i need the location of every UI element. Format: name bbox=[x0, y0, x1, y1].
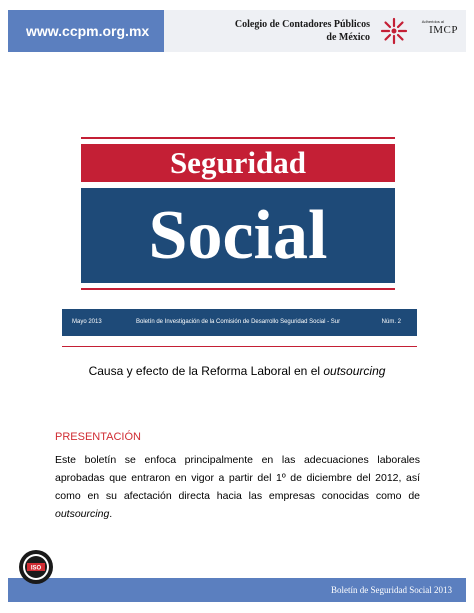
masthead-blue-band bbox=[81, 188, 395, 283]
paragraph-text: Este boletín se enfoca principalmente en las adecuaciones laborales aprobadas que entraron en vigor a partir del 1º de diciembre del 2012, así como en su afectación directa hacia las empresas conocidas como de bbox=[55, 454, 420, 502]
org-name bbox=[235, 18, 370, 44]
masthead-top-rule bbox=[81, 137, 395, 139]
bulletin-title: Boletín de Investigación de la Comisión de Desarrollo Seguridad Social - Sur bbox=[136, 319, 341, 325]
masthead-bottom-rule bbox=[81, 288, 395, 290]
imcp-logo-icon bbox=[380, 17, 408, 45]
subtitle-italic: outsourcing bbox=[323, 364, 386, 378]
document-subtitle bbox=[0, 364, 474, 378]
section-paragraph bbox=[55, 451, 420, 523]
bulletin-info-bar bbox=[62, 309, 417, 336]
info-divider bbox=[62, 346, 417, 347]
subtitle-text: Causa y efecto de la Reforma Laboral en el bbox=[88, 364, 321, 378]
paragraph-end: . bbox=[109, 508, 113, 520]
iso-seal-label: ISO bbox=[30, 565, 42, 572]
org-name-line2: de México bbox=[326, 32, 370, 43]
masthead-red-band bbox=[81, 144, 395, 182]
bulletin-number: Núm. 2 bbox=[381, 319, 401, 325]
masthead-title-bottom: Social bbox=[148, 197, 328, 274]
website-url: www.ccpm.org.mx bbox=[26, 23, 150, 39]
footer-bar bbox=[8, 578, 466, 602]
paragraph-italic: outsourcing bbox=[55, 508, 110, 520]
website-banner bbox=[8, 10, 164, 52]
footer-text: Boletín de Seguridad Social 2013 bbox=[331, 585, 452, 595]
org-banner bbox=[164, 10, 466, 52]
logo-small-label: Adheridos al bbox=[421, 19, 444, 24]
org-name-line1: Colegio de Contadores Públicos bbox=[234, 19, 370, 30]
iso-seal-icon bbox=[18, 549, 54, 585]
imcp-label: IMCP bbox=[429, 24, 458, 36]
bulletin-date: Mayo 2013 bbox=[72, 319, 102, 325]
masthead-title-top: Seguridad bbox=[169, 145, 307, 180]
section-heading: PRESENTACIÓN bbox=[55, 431, 141, 443]
